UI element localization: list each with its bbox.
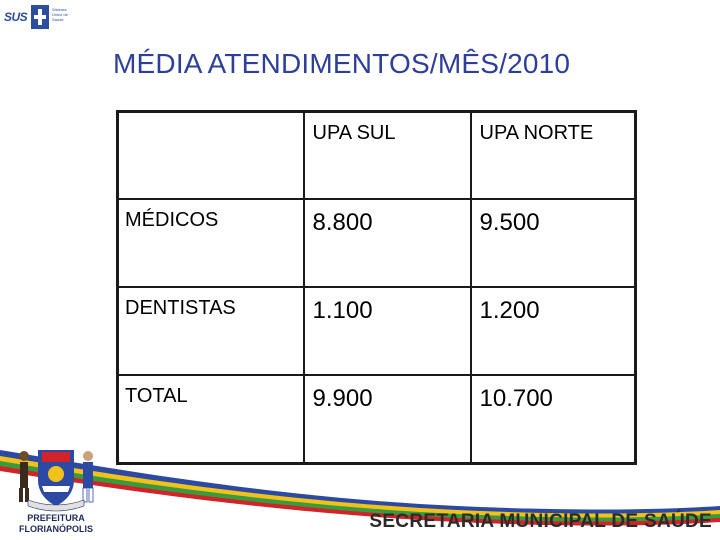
sus-cross-icon: [30, 3, 50, 31]
row-label: TOTAL: [118, 375, 304, 464]
sus-org-text: Sistema Único de Saúde: [52, 7, 68, 22]
prefeitura-line-2: FLORIANÓPOLIS: [19, 524, 93, 534]
table-cell: 9.500: [471, 199, 636, 287]
table-cell: 1.100: [304, 287, 471, 375]
sus-logo: [4, 3, 76, 31]
table-cell: 9.900: [304, 375, 471, 464]
row-label: DENTISTAS: [118, 287, 304, 375]
prefeitura-line-1: PREFEITURA: [27, 513, 85, 523]
table-cell: 8.800: [304, 199, 471, 287]
table-row: [118, 287, 636, 375]
attendance-table: [116, 110, 637, 465]
coat-of-arms-icon: [6, 440, 106, 512]
table-header-cell: UPA NORTE: [471, 112, 636, 200]
table-cell: 1.200: [471, 287, 636, 375]
table-row: [118, 199, 636, 287]
prefeitura-logo: [6, 440, 106, 538]
table-header-cell: UPA SUL: [304, 112, 471, 200]
page-title: MÉDIA ATENDIMENTOS/MÊS/2010: [113, 48, 571, 79]
table-header-cell: [118, 112, 304, 200]
sus-logo-text: SUS: [4, 10, 28, 24]
table-header-row: [118, 112, 636, 200]
secretaria-label: SECRETARIA MUNICIPAL DE SAÚDE: [369, 511, 712, 532]
row-label: MÉDICOS: [118, 199, 304, 287]
table-cell: 10.700: [471, 375, 636, 464]
